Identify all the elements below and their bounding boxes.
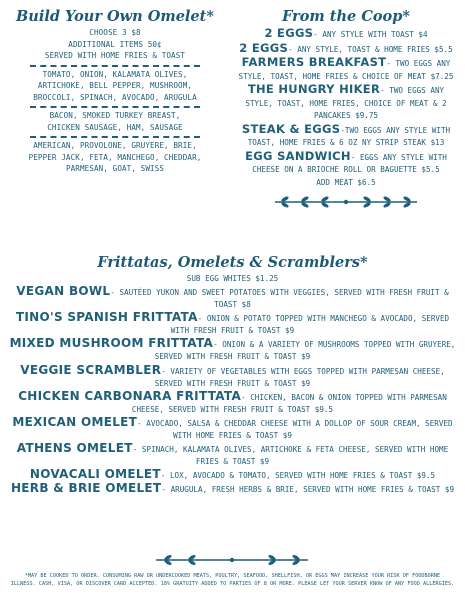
sub-egg-whites: SUB EGG WHITES $1.25 [186,274,279,283]
footer-disclaimer [8,572,457,588]
menu-item-name: CHICKEN CARBONARA FRITTATA [18,388,242,403]
coop-item [232,56,460,83]
menu-item-desc: - LOX, AVOCADO & TOMATO, SERVED WITH HOME FRIES & TOAST $9.5 [160,471,436,481]
menu-item [8,337,457,363]
menu-item-name: NOVACALI OMELET [29,467,161,482]
frittatas-section [8,254,457,497]
coop-item [232,150,460,177]
cheese-line: PEPPER JACK, FETA, MANCHEGO, CHEDDAR, [28,152,202,162]
vine-ornament-icon [152,554,312,566]
menu-item [8,468,457,482]
dashed-divider [30,136,200,138]
build-your-own-title: Build Your Own Omelet* [16,8,214,25]
footer-line: *MAY BE COOKED TO ORDER. CONSUMING RAW OR UNDERCOOKED MEATS, POULTRY, SEAFOOD, SHELLFISH, OR EGGS MAY INCREASE YOUR RISK OF FOODBORNE [24,573,441,579]
coop-item-desc: - EGGS ANY STYLE WITH CHEESE ON A BRIOCHE ROLL OR BAGUETTE $5.5 [252,152,447,174]
menu-item-desc: - ONION & POTATO TOPPED WITH MANCHEGO & AVOCADO, SERVED WITH FRESH FRUIT & TOAST $9 [170,314,450,336]
coop-title: From the Coop* [282,8,410,25]
veg-line: TOMATO, ONION, KALAMATA OLIVES, [42,69,188,79]
build-line: CHOOSE 3 $8 [89,28,141,37]
menu-item-name: MIXED MUSHROOM FRITTATA [9,336,214,351]
cheese-line: PARMESAN, GOAT, SWISS [65,164,165,173]
menu-item [8,416,457,442]
coop-item-name: FARMERS BREAKFAST [241,55,387,69]
cheese-line: AMERICAN, PROVOLONE, GRUYERE, BRIE, [33,141,197,150]
coop-item-name: 2 EGGS [264,26,314,40]
dashed-divider [30,65,200,67]
meat-line: CHICKEN SAUSAGE, HAM, SAUSAGE [47,122,183,132]
build-line: SERVED WITH HOME FRIES & TOAST [44,51,186,60]
menu-item-name: VEGAN BOWL [16,284,111,298]
from-the-coop-section [232,8,460,213]
menu-item [8,442,457,468]
menu-item [8,311,457,337]
menu-item-desc: - SPINACH, KALAMATA OLIVES, ARTICHOKE & FETA CHEESE, SERVED WITH HOME FRIES & TOAST $9 [132,445,449,467]
coop-item-name: STEAK & EGGS [241,121,341,136]
coop-item-desc: - TWO EGGS ANY STYLE, TOAST, HOME FRIES & CHOICE OF MEAT $7.25 [238,59,454,81]
coop-item-name: THE HUNGRY HIKER [247,82,381,96]
coop-item-name: 2 EGGS [239,40,289,55]
dashed-divider [30,106,200,108]
footer-line: ILLNESS. CASH, VISA, OR DISCOVER CARD ACCEPTED. 18% GRATUITY ADDED TO PARTIES OF 8 OR MORE. PLEASE LET YOUR SERVER KNOW OF ANY FOOD ALLERGIES. [10,581,455,587]
coop-item [232,27,460,42]
meat-line: BACON, SMOKED TURKEY BREAST, [49,111,181,120]
menu-item-desc: - VARIETY OF VEGETABLES WITH EGGS TOPPED WITH PARMESAN CHEESE, SERVED WITH FRESH FRUIT & TOAST $9 [154,366,445,388]
coop-item-name: EGG SANDWICH [245,148,351,163]
menu-item [8,364,457,390]
coop-item [232,123,460,150]
build-line: ADDITIONAL ITEMS 50¢ [68,39,162,49]
coop-item-desc: - TWO EGGS ANY STYLE, TOAST, HOME FRIES, CHOICE OF MEAT & 2 PANCAKES $9.75 [245,86,447,120]
coop-item-desc: - ANY STYLE WITH TOAST $4 [313,30,428,39]
coop-item [232,83,460,123]
menu-item-desc: - SAUTÉED YUKON AND SWEET POTATOES WITH VEGGIES, SERVED WITH FRESH FRUIT & TOAST $8 [110,288,449,310]
menu-item [8,390,457,416]
coop-item-desc: -TWO EGGS ANY STYLE WITH TOAST, HOME FRIES & 6 OZ NY STRIP STEAK $13 [247,125,451,147]
build-your-own-section [8,8,222,175]
menu-item-name: HERB & BRIE OMELET [10,481,162,496]
menu-item-name: TINO'S SPANISH FRITTATA [15,310,198,325]
menu-item-desc: - CHICKEN, BACON & ONION TOPPED WITH PARMESAN CHEESE, SERVED WITH FRESH FRUIT & TOAST $9.5 [131,392,447,414]
menu-item-desc: - AVOCADO, SALSA & CHEDDAR CHEESE WITH A DOLLOP OF SOUR CREAM, SERVED WITH HOME FRIES & TOAST $9 [137,418,453,441]
coop-item-desc: - ANY STYLE, TOAST & HOME FRIES $5.5 [288,44,453,54]
frittatas-title: Frittatas, Omelets & Scramblers* [97,254,368,271]
menu-item-desc: - ARUGULA, FRESH HERBS & BRIE, SERVED WITH HOME FRIES & TOAST $9 [161,485,455,495]
menu-item [8,482,457,496]
menu-item [8,285,457,311]
vine-ornament-icon [271,195,421,209]
menu-item-name: VEGGIE SCRAMBLER [20,362,162,377]
menu-item-name: ATHENS OMELET [16,441,133,456]
add-meat: ADD MEAT $6.5 [316,177,376,187]
menu-item-desc: - ONION & A VARIETY OF MUSHROOMS TOPPED WITH GRUYERE, SERVED WITH FRESH FRUIT & TOAST $9 [154,340,456,362]
coop-item [232,42,460,57]
veg-line: ARTICHOKE, BELL PEPPER, MUSHROOM, [37,81,193,90]
menu-item-name: MEXICAN OMELET [12,414,138,429]
veg-line: BROCCOLI, SPINACH, AVOCADO, ARUGULA [33,92,197,102]
